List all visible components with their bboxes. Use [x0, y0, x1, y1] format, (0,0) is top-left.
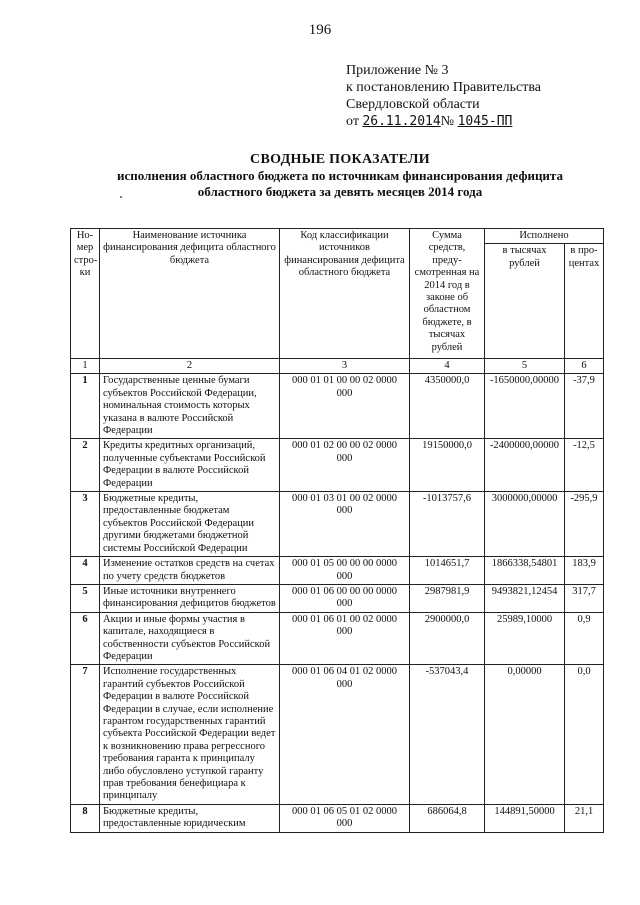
- header-source-name: Наименование источника финансирования дефицита областного бюджета: [100, 229, 280, 359]
- appendix-date: 26.11.2014: [362, 114, 441, 129]
- row-planned: 2900000,0: [410, 612, 485, 665]
- row-code: 000 01 02 00 00 02 0000 000: [280, 439, 410, 492]
- table-row: [71, 557, 604, 585]
- row-source-name: Иные источники внутреннего финансирования дефицитов бюджетов: [100, 584, 280, 612]
- row-percent: 183,9: [565, 557, 604, 585]
- row-planned: 19150000,0: [410, 439, 485, 492]
- document-title: [80, 152, 600, 200]
- row-code: 000 01 05 00 00 00 0000 000: [280, 557, 410, 585]
- row-code: 000 01 03 01 00 02 0000 000: [280, 492, 410, 557]
- row-number: 3: [71, 492, 100, 557]
- row-planned: 1014651,7: [410, 557, 485, 585]
- row-source-name: Исполнение государственных гарантий субъектов Российской Федерации в валюте Российской Федерации в случае, если исполнение гарантом государственных гарантий субъекта Российской Федерации ведет к возникновению права регрессного требования гаранта к принципалу либо обусловлено уступкой гаранту прав требования бенефициара к принципалу: [100, 665, 280, 804]
- row-code: 000 01 06 01 00 02 0000 000: [280, 612, 410, 665]
- title-line-2: исполнения областного бюджета по источникам финансирования дефицита: [117, 168, 563, 183]
- column-number: 1: [71, 359, 100, 374]
- table-row: [71, 439, 604, 492]
- column-number: 6: [565, 359, 604, 374]
- row-number: 1: [71, 374, 100, 439]
- table-row: [71, 612, 604, 665]
- table-row: [71, 804, 604, 832]
- row-source-name: Бюджетные кредиты, предоставленные юридическим: [100, 804, 280, 832]
- header-planned-amount: Сумма средств, преду-смотренная на 2014 год в законе об областном бюджете, в тысячах рублей: [410, 229, 485, 359]
- table-row: [71, 374, 604, 439]
- appendix-date-line: [346, 113, 541, 130]
- row-number: 8: [71, 804, 100, 832]
- row-percent: -12,5: [565, 439, 604, 492]
- row-source-name: Акции и иные формы участия в капитале, находящиеся в собственности субъектов Российской Федерации: [100, 612, 280, 665]
- row-planned: -1013757,6: [410, 492, 485, 557]
- row-percent: -295,9: [565, 492, 604, 557]
- row-planned: 686064,8: [410, 804, 485, 832]
- row-executed: 3000000,00000: [485, 492, 565, 557]
- table-row: [71, 665, 604, 804]
- appendix-line-3: Свердловской области: [346, 97, 480, 112]
- row-number: 5: [71, 584, 100, 612]
- column-number-row: [71, 359, 604, 374]
- title-main: СВОДНЫЕ ПОКАЗАТЕЛИ: [250, 152, 430, 167]
- column-number: 3: [280, 359, 410, 374]
- column-number: 5: [485, 359, 565, 374]
- header-row-number: Но-мер стро-ки: [71, 229, 100, 359]
- row-number: 7: [71, 665, 100, 804]
- appendix-number-sign: №: [440, 114, 455, 129]
- table-row: [71, 584, 604, 612]
- row-code: 000 01 06 00 00 00 0000 000: [280, 584, 410, 612]
- row-code: 000 01 06 04 01 02 0000 000: [280, 665, 410, 804]
- row-source-name: Государственные ценные бумаги субъектов Российской Федерации, номинальная стоимость которых указана в валюте Российской Федерации: [100, 374, 280, 439]
- row-executed: 9493821,12454: [485, 584, 565, 612]
- row-planned: -537043,4: [410, 665, 485, 804]
- row-percent: 0,0: [565, 665, 604, 804]
- header-row-1: [71, 229, 604, 244]
- row-executed: -1650000,00000: [485, 374, 565, 439]
- header-executed-percent: в про-центах: [565, 244, 604, 359]
- appendix-line-1: Приложение № 3: [346, 63, 449, 78]
- title-line-3: областного бюджета за девять месяцев 2014 года: [197, 184, 483, 199]
- row-percent: 0,9: [565, 612, 604, 665]
- column-number: 4: [410, 359, 485, 374]
- appendix-block: [346, 62, 541, 130]
- appendix-doc-number: 1045-ПП: [457, 114, 513, 129]
- appendix-line-2: к постановлению Правительства: [346, 80, 542, 95]
- appendix-date-prefix: от: [346, 114, 359, 129]
- row-number: 4: [71, 557, 100, 585]
- header-code: Код классификации источников финансирования дефицита областного бюджета: [280, 229, 410, 359]
- row-percent: -37,9: [565, 374, 604, 439]
- budget-table: [70, 228, 604, 833]
- row-executed: 25989,10000: [485, 612, 565, 665]
- row-code: 000 01 06 05 01 02 0000 000: [280, 804, 410, 832]
- row-executed: 1866338,54801: [485, 557, 565, 585]
- row-number: 6: [71, 612, 100, 665]
- row-source-name: Бюджетные кредиты, предоставленные бюджетам субъектов Российской Федерации другими бюджетами бюджетной системы Российской Федерации: [100, 492, 280, 557]
- column-number: 2: [100, 359, 280, 374]
- row-executed: 144891,50000: [485, 804, 565, 832]
- row-executed: 0,00000: [485, 665, 565, 804]
- row-percent: 317,7: [565, 584, 604, 612]
- row-number: 2: [71, 439, 100, 492]
- table-row: [71, 492, 604, 557]
- row-executed: -2400000,00000: [485, 439, 565, 492]
- row-planned: 4350000,0: [410, 374, 485, 439]
- header-executed-thousands: в тысячах рублей: [485, 244, 565, 359]
- header-executed: Исполнено: [485, 229, 604, 244]
- row-source-name: Изменение остатков средств на счетах по учету средств бюджетов: [100, 557, 280, 585]
- row-planned: 2987981,9: [410, 584, 485, 612]
- scan-speck: [120, 196, 122, 198]
- row-code: 000 01 01 00 00 02 0000 000: [280, 374, 410, 439]
- row-source-name: Кредиты кредитных организаций, полученные субъектами Российской Федерации в валюте Российской Федерации: [100, 439, 280, 492]
- row-percent: 21,1: [565, 804, 604, 832]
- page-number: 196: [308, 22, 332, 38]
